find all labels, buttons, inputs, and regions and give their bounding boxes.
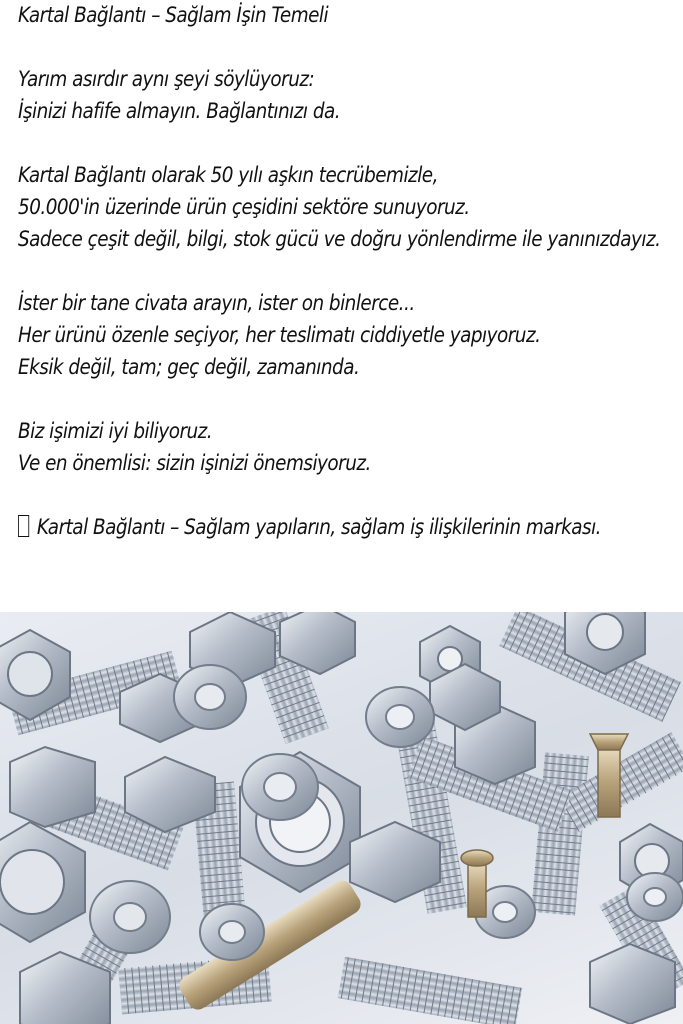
article-text bbox=[18, 0, 661, 576]
paragraph-2 bbox=[18, 160, 661, 256]
page-title: Kartal Bağlantı – Sağlam İşin Temeli bbox=[18, 3, 329, 28]
paragraph-line: Her ürünü özenle seçiyor, her teslimatı ciddiyetle yapıyoruz. bbox=[18, 323, 541, 348]
signature-text: Kartal Bağlantı – Sağlam yapıların, sağlam iş ilişkilerinin markası. bbox=[36, 515, 602, 540]
paragraph-line: Ve en önemlisi: sizin işinizi önemsiyoruz. bbox=[18, 451, 371, 476]
paragraph-4 bbox=[18, 416, 590, 480]
paragraph-line: 50.000'in üzerinde ürün çeşidini sektöre sunuyoruz. bbox=[18, 195, 470, 220]
signature-line bbox=[18, 512, 602, 544]
bolts-nuts-photo bbox=[0, 612, 683, 1024]
paragraph-line: Yarım asırdır aynı şeyi söylüyoruz: bbox=[18, 67, 315, 92]
paragraph-3 bbox=[18, 288, 590, 384]
paragraph-line: Kartal Bağlantı olarak 50 yılı aşkın tecrübemizle, bbox=[18, 163, 438, 188]
paragraph-line: Biz işimizi iyi biliyoruz. bbox=[18, 419, 213, 444]
hardware-illustration bbox=[0, 612, 683, 1024]
paragraph-line: Sadece çeşit değil, bilgi, stok gücü ve doğru yönlendirme ile yanınızdayız. bbox=[18, 227, 661, 252]
paragraph-line: İşinizi hafife almayın. Bağlantınızı da. bbox=[18, 99, 341, 124]
paragraph-1 bbox=[18, 64, 590, 128]
paragraph-line: İster bir tane civata arayın, ister on binlerce... bbox=[18, 291, 415, 316]
paragraph-line: Eksik değil, tam; geç değil, zamanında. bbox=[18, 355, 360, 380]
missing-glyph-icon bbox=[18, 515, 29, 537]
